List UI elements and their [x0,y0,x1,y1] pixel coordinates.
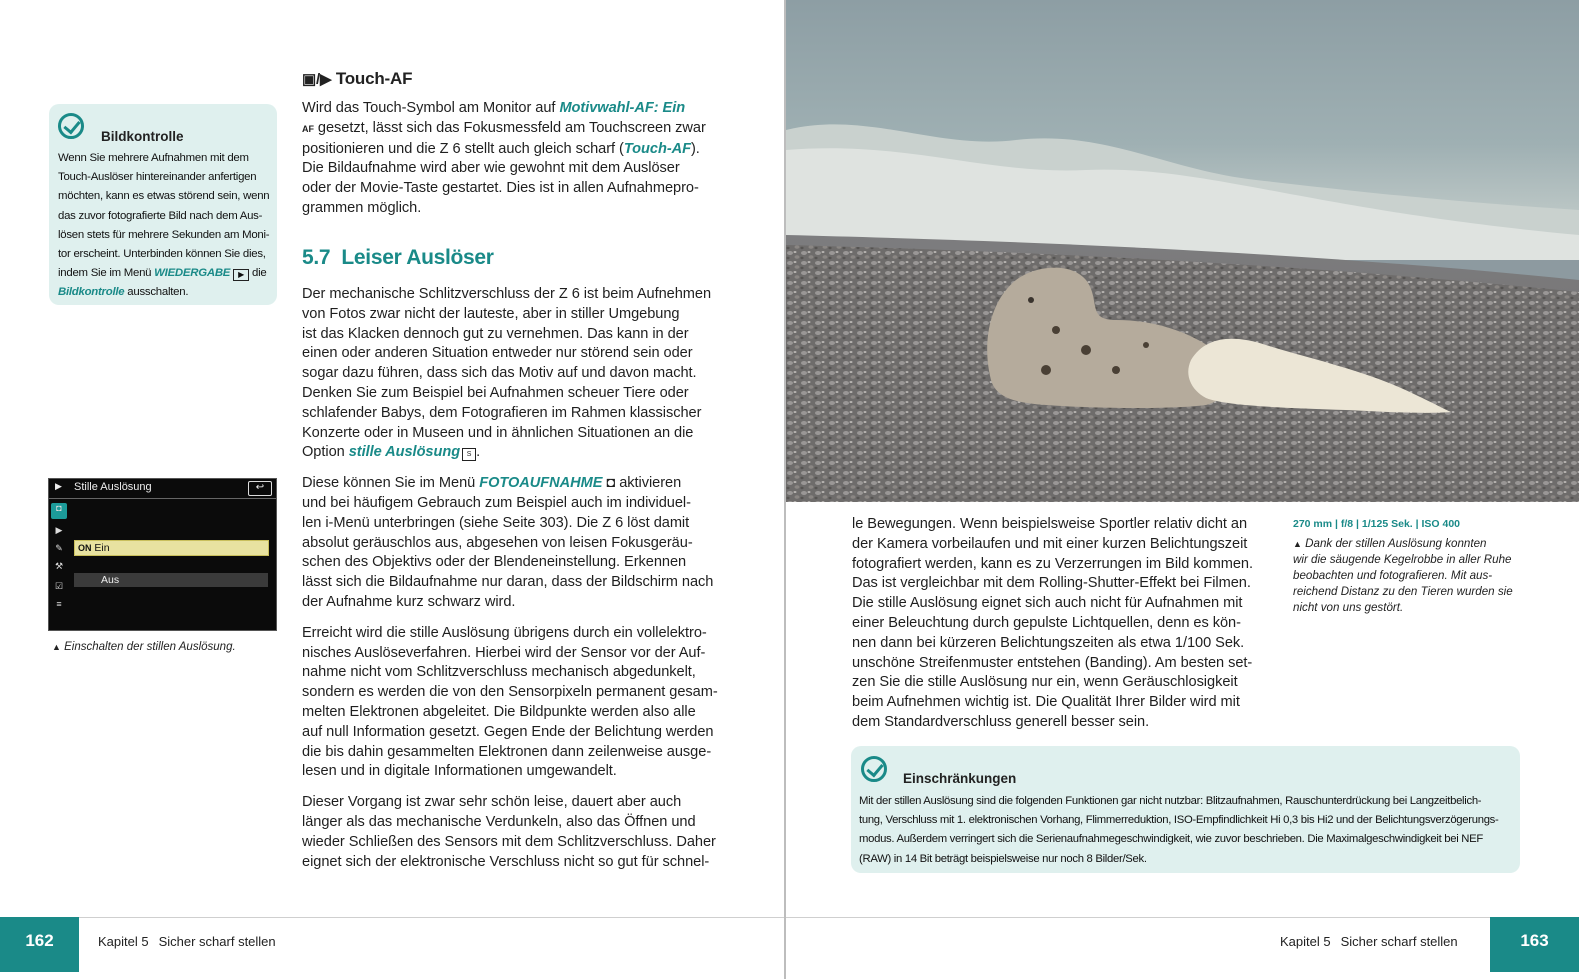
silent-on-icon: ON [78,543,92,553]
option-name: stille Auslösung [348,444,461,461]
touch-af-icon: AF [302,123,314,134]
text-line [302,119,718,140]
menu-name: WIEDERGABE [154,267,231,280]
einschraenkungen-box [851,746,1520,873]
line: von Fotos zwar nicht der lauteste, aber in stiller Umgebung [302,305,680,322]
line: len i-Menü unterbringen (siehe Seite 303). Die Z 6 löst damit [302,514,690,531]
box-line: das zuvor fotografierte Bild nach dem Aus- [58,209,263,222]
text: ). [691,140,700,157]
line: beim Aufnehmen wichtig ist. Die Qualität Ihrer Bilder wird mit [852,694,1240,711]
line: Der mechanische Schlitzverschluss der Z 6 ist beim Aufnehmen [302,286,712,302]
line [302,443,718,463]
touch-af-text [302,99,718,219]
section-number: 5.7 [302,246,331,269]
menu-title: Stille Auslösung [74,481,152,493]
menu-icon-column [49,499,69,631]
text-line: Die Bildaufnahme wird aber wie gewohnt mit dem Auslöser [302,160,680,177]
box-line [58,283,270,302]
box-body [58,149,270,303]
seal-photo-illustration [786,0,1579,502]
main-text [302,285,718,883]
camera-icon: ◘ [606,475,616,492]
checkmark-icon [58,113,84,139]
page-number: 162 [0,917,79,972]
option-label: Aus [101,574,120,586]
box-line: Mit der stillen Auslösung sind die folgenden Funktionen gar nicht nutzbar: Blitzaufnahmen, Rauschunterdrückung bei Langzeitbelich- [859,795,1482,807]
box-line [58,264,270,283]
option-label: Ein [94,542,110,554]
box-text: die [252,267,267,280]
line: einer Beleuchtung durch gepulste Lichtquellen, denn es kön- [852,614,1241,631]
line: der Kamera vorbeilaufen und mit einer kurzen Belichtungszeit [852,535,1248,552]
text-line: oder der Movie-Taste gestartet. Dies ist in allen Aufnahmepro- [302,180,699,197]
menu-caption [52,641,236,653]
line: unschöne Streifenmuster entstehen (Banding). Am besten set- [852,654,1253,671]
line: dem Standardverschluss generell besser sein. [852,713,1150,730]
camera-icon: ◘ [51,503,67,519]
line: Konzerte oder in Museen und in ähnlichen Situationen an die [302,424,694,441]
line: absolut geräuschlos aus, abgesehen von leisen Fokusgeräu- [302,534,693,551]
box-title: Bildkontrolle [101,129,184,144]
paragraph [302,793,718,872]
page-number: 163 [1490,917,1579,972]
line: eignet sich der elektronische Verschluss nicht so gut für schnel- [302,853,710,870]
line: Erreicht wird die stille Auslösung übrigens durch ein vollelektro- [302,624,707,641]
line: schen des Objektivs oder der Blendeneinstellung. Erkennen [302,554,687,571]
caption-line: reichend Distanz zu den Tieren wurden sie [1293,585,1513,598]
box-body [859,792,1514,869]
caption-line: nicht von uns gestört. [1293,601,1404,614]
line [302,474,718,494]
main-text-continued [852,515,1268,733]
menu-option-on [74,540,269,556]
line: ist das Klacken dennoch gut zu vernehmen. Das kann in der [302,325,689,342]
box-text: ausschalten. [127,286,189,299]
option-name: Motivwahl-AF: Ein [559,100,686,116]
line: auf null Information gesetzt. Gegen Ende der Belichtung werden [302,723,714,740]
silent-shutter-icon: S [462,448,476,461]
camera-movie-icon: ▣/▶ [302,71,332,88]
line: melten Elektronen abgeleitet. Die Bildpunkte werden also alle [302,703,696,720]
line: nen dann bei kürzeren Belichtungszeiten als etwa 1/100 Sek. [852,634,1245,651]
paragraph [302,285,718,463]
text: aktivieren [619,475,682,492]
chapter-label: Kapitel 5 [1280,934,1331,949]
line: Das ist vergleichbar mit dem Rolling-Shutter-Effekt bei Filmen. [852,575,1251,592]
photo-exif: 270 mm | f/8 | 1/125 Sek. | ISO 400 [1293,518,1460,530]
menu-playback-icon: ▶ [55,481,62,491]
line: le Bewegungen. Wenn beispielsweise Sportler relativ dicht an [852,516,1248,532]
line: lässt sich die Bildaufnahme nur daran, dass der Bildschirm nach [302,574,714,591]
line: sogar dazu führen, dass sich das Motiv auf und davon macht. [302,365,697,382]
text-line [302,99,718,119]
chapter-title: Sicher scharf stellen [158,934,276,949]
box-line: Touch-Auslöser hintereinander anfertigen [58,171,257,184]
box-line: lösen stets für mehrere Sekunden am Moni- [58,228,270,241]
box-title: Einschränkungen [903,771,1017,786]
box-line: Wenn Sie mehrere Aufnahmen mit dem [58,152,249,164]
box-line: modus. Außerdem verringert sich die Serienaufnahmegeschwindigkeit, wie zuvor beschrieben. Die Maximalgeschwindigkeit bei NEF [859,833,1483,846]
menu-option-off [74,573,268,587]
retouch-icon: ☑ [54,581,64,591]
line: wieder Schließen des Sensors mit dem Schlitzverschluss. Daher [302,833,716,850]
caption-text: Einschalten der stillen Auslösung. [64,641,236,653]
line: lesen und in digitale Informationen umgewandelt. [302,763,617,780]
caption-line: wir die säugende Kegelrobbe in aller Ruhe [1293,553,1512,566]
line: die bis dahin gesammelten Elektronen dann zeilenweise ausge- [302,743,712,760]
line: einen oder anderen Situation entweder nur störend sein oder [302,345,693,362]
line: und bei häufigem Gebrauch zum Beispiel auch im individuel- [302,494,691,511]
touch-af-heading [302,69,412,89]
checkmark-icon [861,756,887,782]
section-heading [302,246,494,270]
menu-name: FOTOAUFNAHME [479,475,603,492]
line: der Aufnahme kurz schwarz wird. [302,593,516,610]
photo-caption [1293,536,1525,616]
pencil-icon: ✎ [55,543,63,553]
camera-menu-screenshot [48,478,277,631]
text-line [302,140,718,160]
line: Dieser Vorgang ist zwar sehr schön leise, dauert aber auch [302,794,682,811]
menu-title-bar [49,479,276,499]
caption-line [1293,536,1525,552]
text: Diese können Sie im Menü [302,475,476,492]
paragraph [302,474,718,613]
box-text: indem Sie im Menü [58,267,152,280]
line: Denken Sie zum Beispiel bei Aufnahmen scheuer Tiere oder [302,384,689,401]
box-line: möchten, kann es etwas störend sein, wenn [58,190,270,203]
triangle-up-icon: ▲ [52,642,61,652]
line: länger als das mechanische Verdunkeln, also das Öffnen und [302,813,696,830]
line: Die stille Auslösung eignet sich auch nicht für Aufnahmen mit [852,595,1243,612]
text: Wird das Touch-Symbol am Monitor auf [302,100,556,116]
text: positionieren und die Z 6 stellt auch gleich scharf ( [302,140,624,157]
heading-text: Touch-AF [335,69,413,88]
wrench-icon: ⚒ [54,561,64,571]
right-page [786,0,1579,979]
playback-icon: ▶ [233,269,249,281]
text: gesetzt, lässt sich das Fokusmessfeld am Touchscreen zwar [317,119,706,136]
line: schlafender Babys, dem Fotografieren im Rahmen klassischer [302,404,702,421]
my-menu-icon: ≡ [56,599,62,609]
box-line: (RAW) in 14 Bit beträgt beispielsweise nur noch 8 Bilder/Sek. [859,852,1147,865]
movie-icon: ▶ [55,525,63,535]
menu-item-name: Bildkontrolle [58,286,125,299]
line: sondern es werden die von den Sensorpixeln permanent gesam- [302,684,718,701]
box-line: tor erscheint. Unterbinden können Sie dies, [58,248,266,261]
text: Dank der stillen Auslösung konnten [1305,537,1487,550]
text: Option [302,444,345,461]
line: zen Sie die stille Auslösung nur ein, wenn Geräuschlosigkeit [852,674,1238,691]
bildkontrolle-box [49,104,277,305]
caption-line: beobachten und fotografieren. Mit aus- [1293,569,1493,582]
running-head [1280,934,1458,949]
chapter-label: Kapitel 5 [98,934,149,949]
line: nisches Auslöseverfahren. Hierbei wird der Sensor vor der Auf- [302,644,706,661]
running-head [98,934,276,949]
chapter-title: Sicher scharf stellen [1340,934,1458,949]
option-name: Touch-AF [623,140,691,157]
line: fotografiert werden, kann es zu Verzerrungen im Bild kommen. [852,555,1253,572]
section-title: Leiser Auslöser [341,246,494,269]
return-icon: ↩ [248,481,272,496]
paragraph [302,624,718,782]
line: nahme nicht vom Schlitzverschluss mechanisch abgedunkelt, [302,664,696,681]
text-line: grammen möglich. [302,199,422,216]
text: . [476,444,481,461]
box-line: tung, Verschluss mit 1. elektronischen Vorhang, Flimmerreduktion, ISO-Empfindlichkeit Hi 0,3 bis Hi2 und der Belichtungsverzögerungs- [859,814,1499,827]
left-page [0,0,785,979]
seal-photo [786,0,1579,502]
triangle-up-icon: ▲ [1293,539,1302,549]
